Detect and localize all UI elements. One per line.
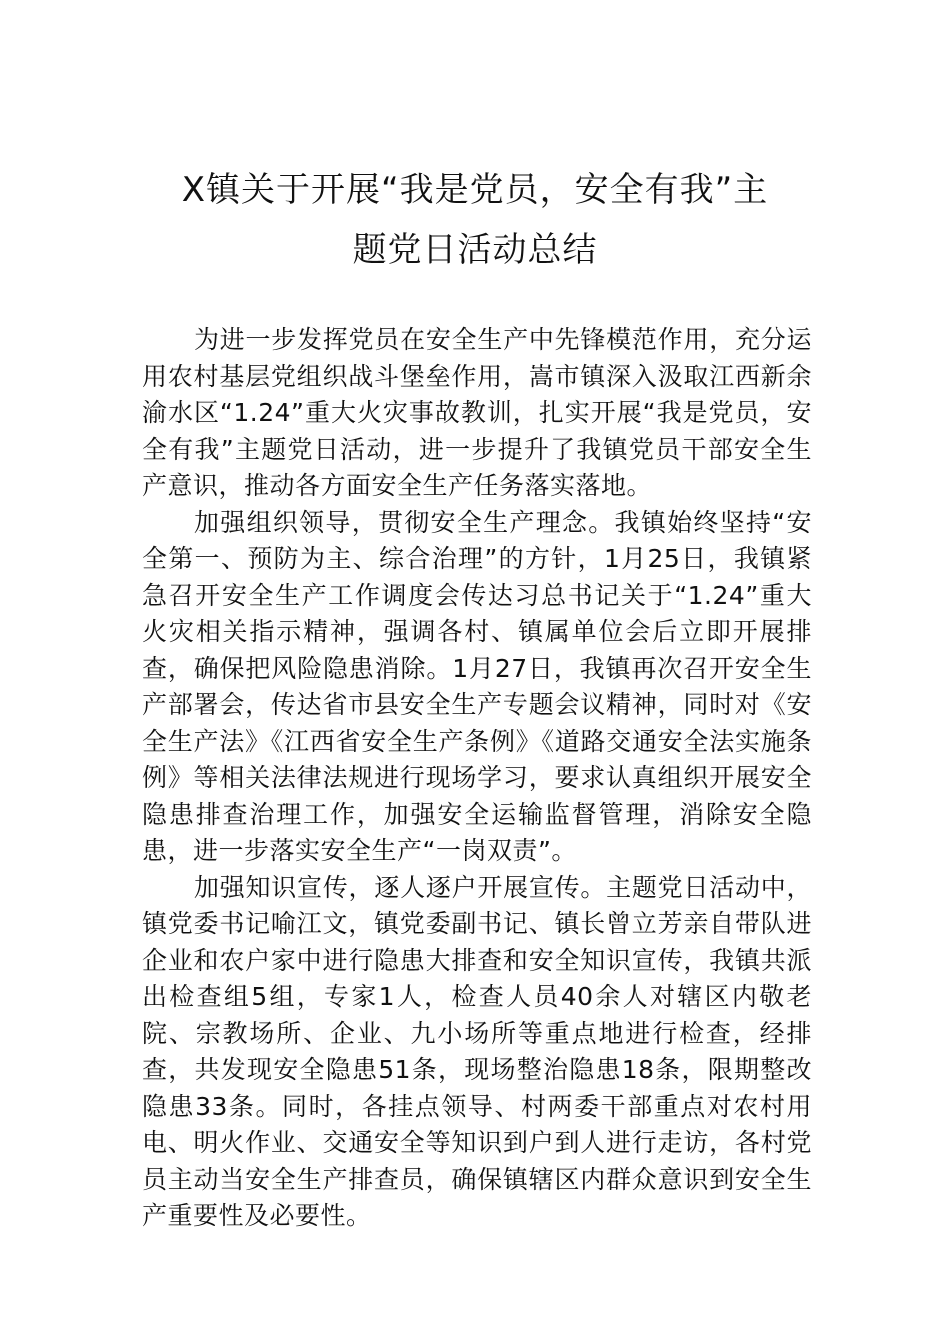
title-line-1: X镇关于开展“我是党员，安全有我”主 bbox=[181, 170, 769, 210]
document-body bbox=[142, 322, 812, 1235]
document-title bbox=[140, 160, 810, 280]
title-line-2: 题党日活动总结 bbox=[352, 230, 598, 270]
paragraph-intro: 为进一步发挥党员在安全生产中先锋模范作用，充分运用农村基层党组织战斗堡垒作用，嵩市镇深入汲取江西新余渝水区“1.24”重大火灾事故教训，扎实开展“我是党员，安全有我”主题党日活动，进一步提升了我镇党员干部安全生产意识，推动各方面安全生产任务落实落地。 bbox=[142, 325, 812, 500]
paragraph-publicity: 加强知识宣传，逐人逐户开展宣传。主题党日活动中，镇党委书记喻江文，镇党委副书记、镇长曾立芳亲自带队进企业和农户家中进行隐患大排查和安全知识宣传，我镇共派出检查组5组，专家1人，检查人员40余人对辖区内敬老院、宗教场所、企业、九小场所等重点地进行检查，经排查，共发现安全隐患51条，现场整治隐患18条，限期整改隐患33条。同时，各挂点领导、村两委干部重点对农村用电、明火作业、交通安全等知识到户到人进行走访，各村党员主动当安全生产排查员，确保镇辖区内群众意识到安全生产重要性及必要性。 bbox=[142, 872, 812, 1230]
paragraph-organization: 加强组织领导，贯彻安全生产理念。我镇始终坚持“安全第一、预防为主、综合治理”的方针，1月25日，我镇紧急召开安全生产工作调度会传达习总书记关于“1.24”重大火灾相关指示精神，强调各村、镇属单位会后立即开展排查，确保把风险隐患消除。1月27日，我镇再次召开安全生产部署会，传达省市县安全生产专题会议精神，同时对《安全生产法》《江西省安全生产条例》《道路交通安全法实施条例》等相关法律法规进行现场学习，要求认真组织开展安全隐患排查治理工作，加强安全运输监督管理，消除安全隐患，进一步落实安全生产“一岗双责”。 bbox=[142, 507, 812, 865]
